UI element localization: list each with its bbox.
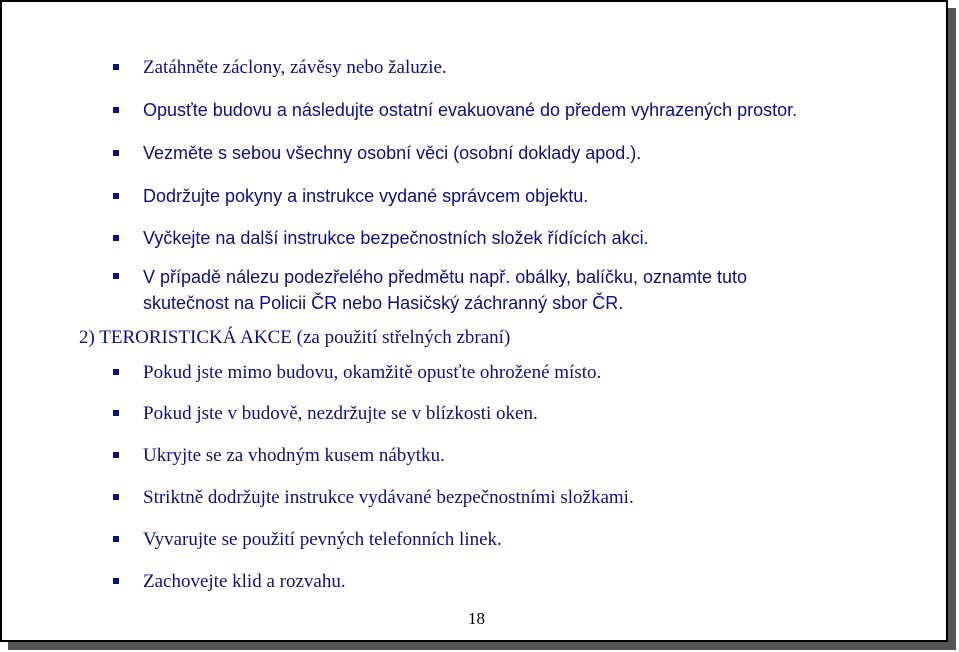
bullet-icon (113, 235, 119, 241)
section-heading: 2) TERORISTICKÁ AKCE (za použití střelných zbraní) (79, 327, 511, 348)
bullet-icon (113, 578, 119, 584)
list-item-text: Zatáhněte záclony, závěsy nebo žaluzie. (143, 57, 447, 78)
list-item-text: Pokud jste v budově, nezdržujte se v blízkosti oken. (143, 403, 538, 424)
list-item-text: Ukryjte se za vhodným kusem nábytku. (143, 445, 445, 466)
list-item-text: Vyčkejte na další instrukce bezpečnostních složek řídících akci. (143, 228, 649, 248)
list-item-text: Vyvarujte se použití pevných telefonních linek. (143, 529, 502, 550)
list-item-text-continued: skutečnost na Policii ČR nebo Hasičský záchranný sbor ČR. (143, 293, 624, 313)
page-number: 18 (468, 609, 485, 628)
bullet-icon (113, 150, 119, 156)
list-item-text: Dodržujte pokyny a instrukce vydané správcem objektu. (143, 186, 589, 206)
bullet-icon (113, 64, 119, 70)
list-item-text: V případě nálezu podezřelého předmětu např. obálky, balíčku, oznamte tuto (143, 267, 748, 287)
bullet-icon (113, 494, 119, 500)
list-item-text: Striktně dodržujte instrukce vydávané bezpečnostními složkami. (143, 487, 634, 508)
list-item-text: Zachovejte klid a rozvahu. (143, 571, 346, 592)
bullet-icon (113, 193, 119, 199)
bullet-icon (113, 452, 119, 458)
list-item-text: Vezměte s sebou všechny osobní věci (osobní doklady apod.). (143, 143, 642, 163)
bullet-icon (113, 369, 119, 375)
bullet-icon (113, 410, 119, 416)
list-item-text: Opusťte budovu a následujte ostatní evakuované do předem vyhrazených prostor. (143, 100, 798, 120)
list-item-text: Pokud jste mimo budovu, okamžitě opusťte ohrožené místo. (143, 362, 602, 383)
bullet-icon (113, 107, 119, 113)
bullet-icon (113, 536, 119, 542)
bullet-icon (113, 273, 119, 279)
